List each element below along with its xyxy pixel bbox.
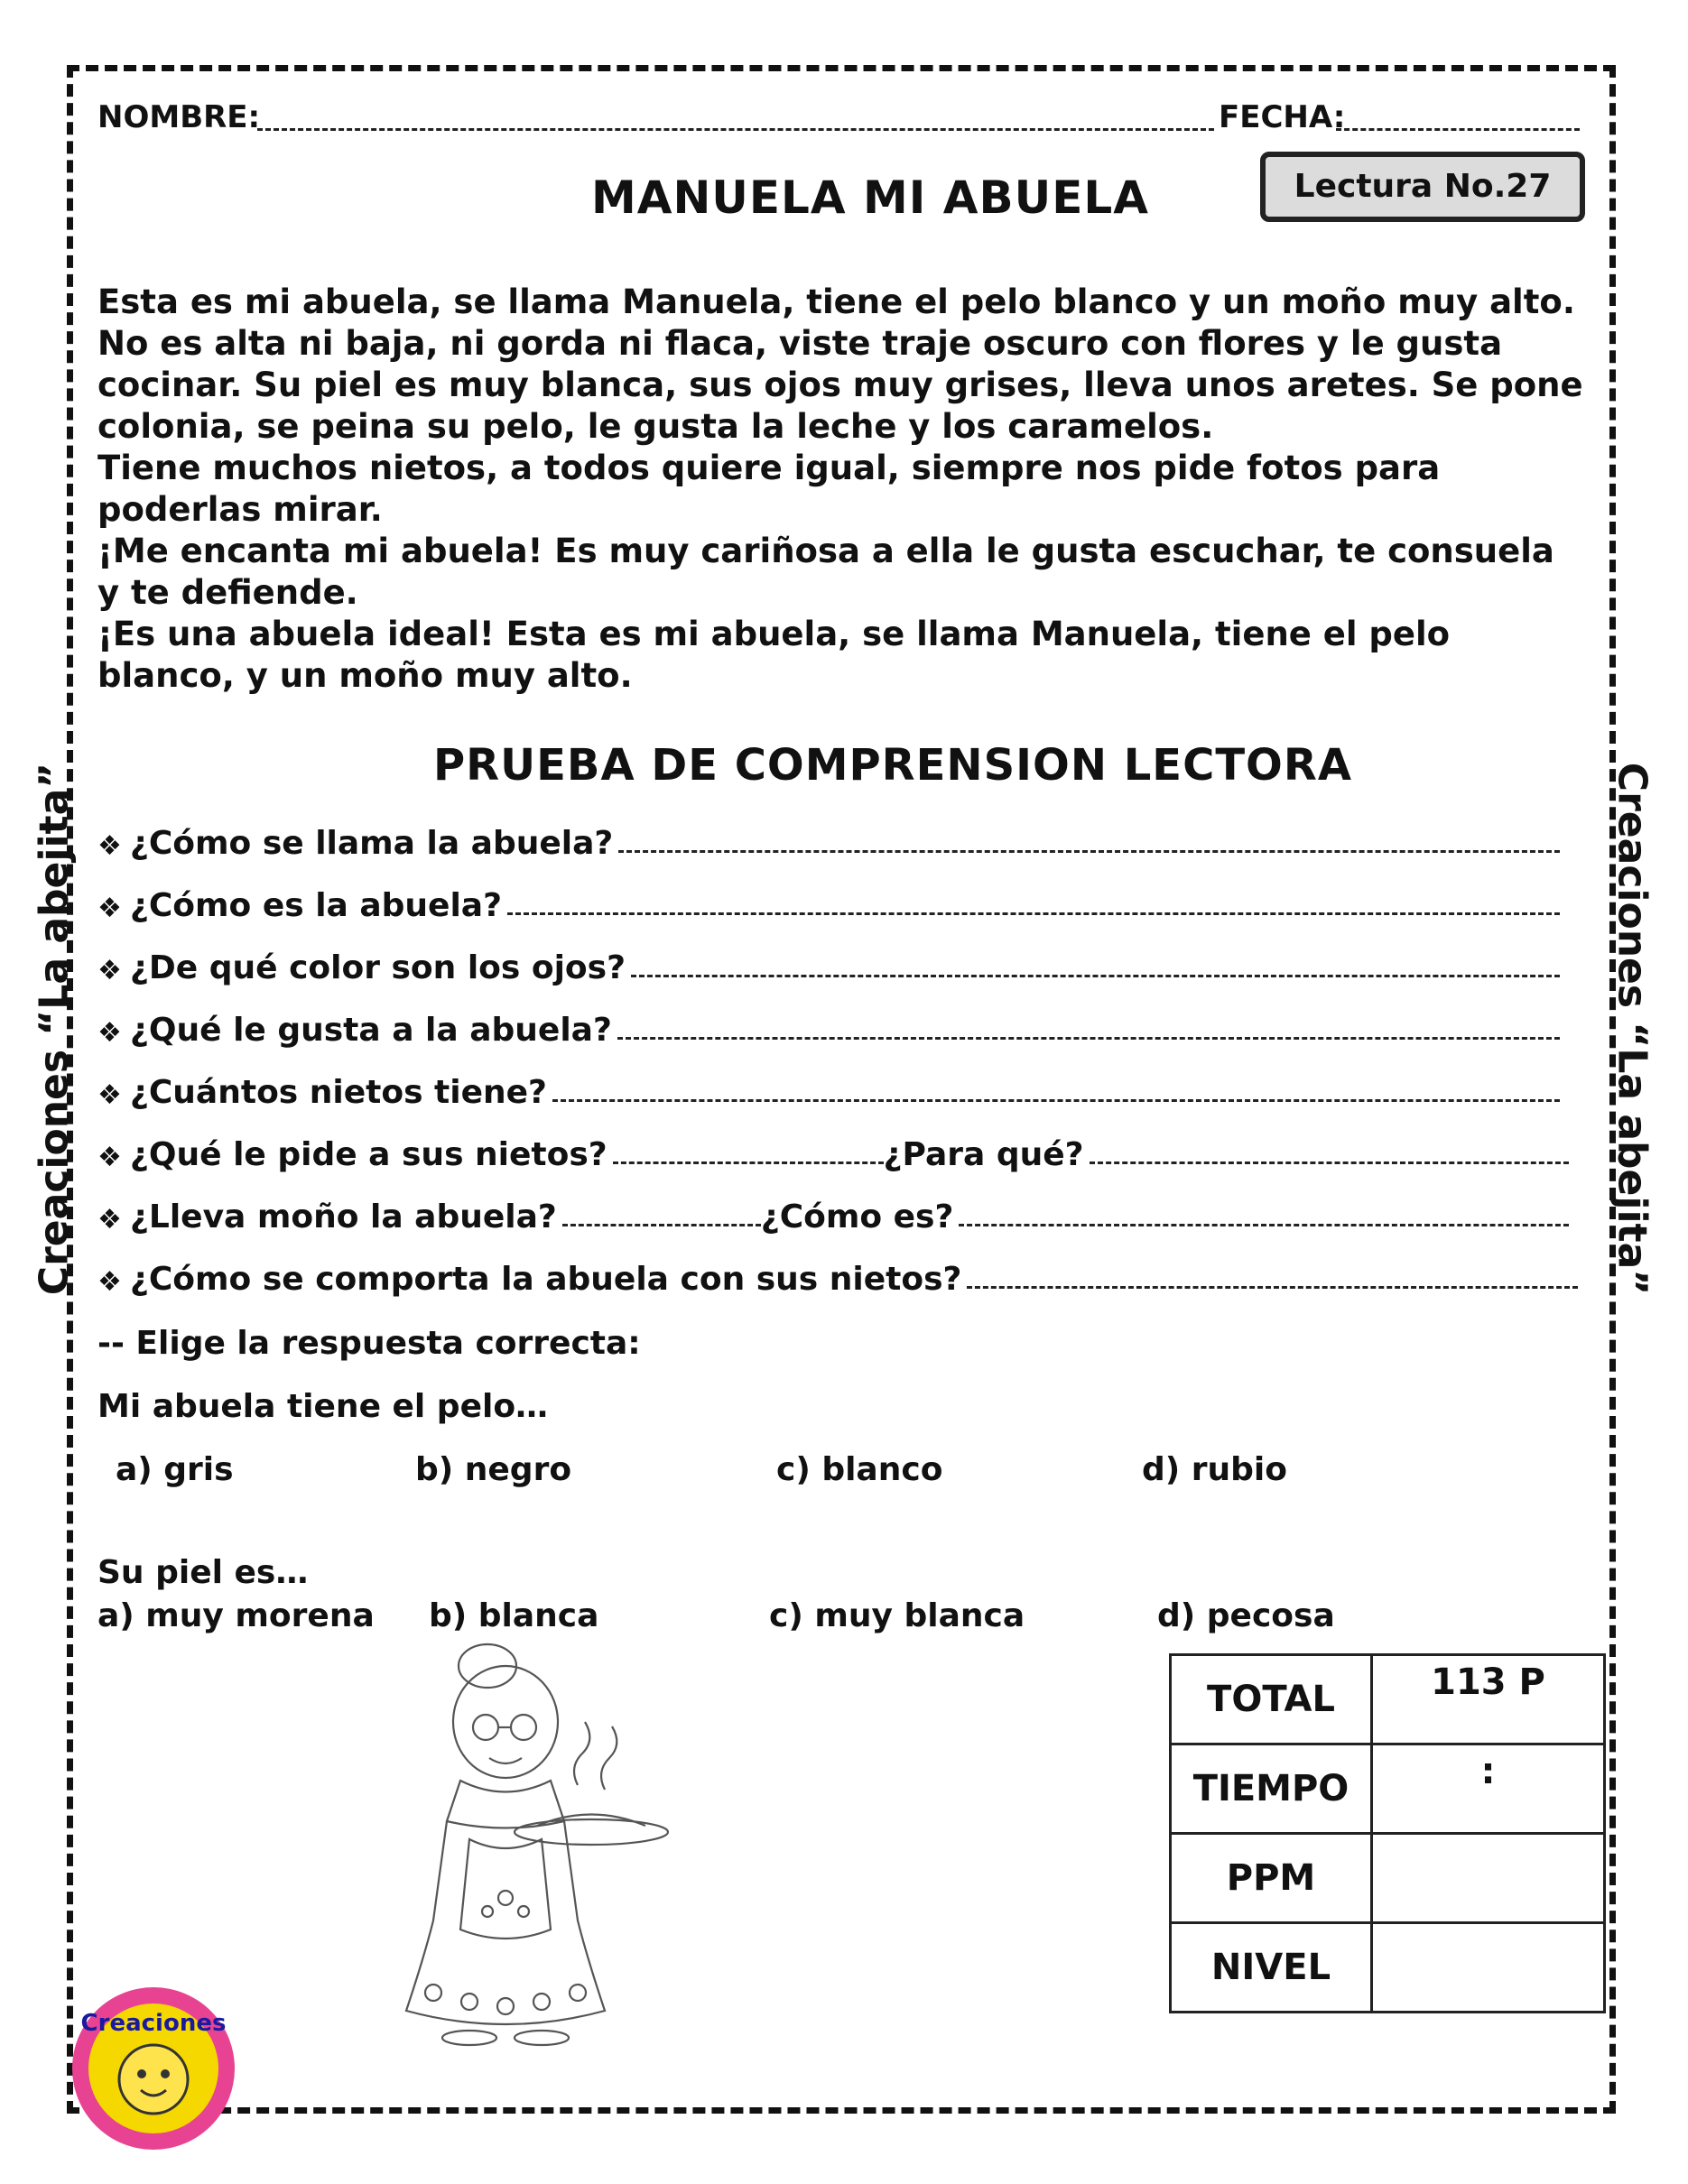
side-credit-right: Creaciones “La abejita” <box>1609 762 1656 1296</box>
diamond-bullet-icon: ❖ <box>97 893 122 924</box>
question-item <box>97 941 1578 986</box>
answer-line[interactable] <box>1090 1161 1569 1164</box>
option-d[interactable]: d) rubio <box>1142 1451 1287 1488</box>
nombre-field[interactable] <box>257 128 1214 131</box>
answer-line[interactable] <box>507 912 1560 915</box>
question-item <box>97 879 1578 924</box>
score-value[interactable]: : <box>1372 1744 1605 1834</box>
question-text: ¿De qué color son los ojos? <box>130 949 626 986</box>
score-label: TOTAL <box>1171 1655 1372 1744</box>
score-label: PPM <box>1171 1834 1372 1923</box>
score-table <box>1169 1653 1606 2013</box>
option-c[interactable]: c) blanco <box>776 1451 943 1488</box>
test-title: PRUEBA DE COMPRENSION LECTORA <box>433 740 1352 791</box>
score-row <box>1171 1923 1605 2013</box>
question-list <box>97 817 1578 1315</box>
score-row <box>1171 1744 1605 1834</box>
option-d[interactable]: d) pecosa <box>1157 1597 1335 1634</box>
answer-line[interactable] <box>617 1037 1560 1040</box>
question-item <box>97 1066 1578 1111</box>
answer-line[interactable] <box>959 1224 1569 1226</box>
lectura-number-badge: Lectura No.27 <box>1260 152 1585 222</box>
question-item <box>97 1004 1578 1049</box>
question-text: ¿Cómo es la abuela? <box>130 887 502 924</box>
diamond-bullet-icon: ❖ <box>97 830 122 862</box>
question-text-2: ¿Cómo es? <box>760 1198 954 1235</box>
answer-line[interactable] <box>562 1224 761 1226</box>
option-b[interactable]: b) negro <box>415 1451 572 1488</box>
question-text: ¿Lleva moño la abuela? <box>130 1198 557 1235</box>
question-item <box>97 1253 1578 1298</box>
answer-line[interactable] <box>613 1161 884 1164</box>
reading-title: MANUELA MI ABUELA <box>591 171 1149 224</box>
logo-text: Creaciones <box>80 2010 227 2037</box>
question-text: ¿Cuántos nietos tiene? <box>130 1074 547 1111</box>
choice-prompt-1: Mi abuela tiene el pelo… <box>97 1388 549 1425</box>
option-c[interactable]: c) muy blanca <box>769 1597 1025 1634</box>
diamond-bullet-icon: ❖ <box>97 1017 122 1049</box>
answer-line[interactable] <box>552 1099 1560 1102</box>
grandmother-illustration <box>370 1632 677 2047</box>
option-a[interactable]: a) muy morena <box>97 1597 375 1634</box>
question-item <box>97 817 1578 862</box>
diamond-bullet-icon: ❖ <box>97 955 122 986</box>
question-text: ¿Qué le pide a sus nietos? <box>130 1136 607 1173</box>
fecha-field[interactable] <box>1336 128 1580 131</box>
paragraph: Tiene muchos nietos, a todos quiere igual, siempre nos pide fotos para poderlas mirar. <box>97 449 1441 529</box>
fecha-label: FECHA: <box>1219 99 1346 135</box>
diamond-bullet-icon: ❖ <box>97 1142 122 1173</box>
paragraph: ¡Me encanta mi abuela! Es muy cariñosa a ella le gusta escuchar, te consuela y te defiende. <box>97 532 1554 612</box>
side-credit-left: Creaciones “La abejita” <box>31 762 78 1296</box>
question-text: ¿Qué le gusta a la abuela? <box>130 1012 612 1049</box>
answer-line[interactable] <box>618 850 1560 853</box>
nombre-label: NOMBRE: <box>97 99 261 135</box>
score-row <box>1171 1834 1605 1923</box>
question-text: ¿Cómo se llama la abuela? <box>130 825 614 862</box>
choice-prompt-2: Su piel es… <box>97 1554 309 1591</box>
diamond-bullet-icon: ❖ <box>97 1079 122 1111</box>
question-text: ¿Cómo se comporta la abuela con sus nietos? <box>130 1261 962 1298</box>
question-text-2: ¿Para qué? <box>883 1136 1084 1173</box>
score-value[interactable]: 113 P <box>1372 1655 1605 1744</box>
option-a[interactable]: a) gris <box>116 1451 234 1488</box>
reading-passage <box>97 282 1587 697</box>
diamond-bullet-icon: ❖ <box>97 1204 122 1235</box>
answer-line[interactable] <box>967 1286 1578 1289</box>
question-item <box>97 1128 1578 1173</box>
diamond-bullet-icon: ❖ <box>97 1266 122 1298</box>
paragraph: ¡Es una abuela ideal! Esta es mi abuela, se llama Manuela, tiene el pelo blanco, y un moño muy alto. <box>97 615 1451 695</box>
answer-line[interactable] <box>631 975 1560 977</box>
score-label: NIVEL <box>1171 1923 1372 2013</box>
option-b[interactable]: b) blanca <box>429 1597 599 1634</box>
paragraph: Esta es mi abuela, se llama Manuela, tiene el pelo blanco y un moño muy alto. No es alta ni baja, ni gorda ni flaca, viste traje oscuro con flores y le gusta cocinar. Su piel es muy blanca, sus ojos muy grises, lleva unos aretes. Se pone colonia, se peina su pelo, le gusta la leche y los caramelos. <box>97 282 1583 446</box>
score-value[interactable] <box>1372 1834 1605 1923</box>
bee-logo <box>63 1978 244 2159</box>
choose-instruction: -- Elige la respuesta correcta: <box>97 1325 641 1362</box>
score-row <box>1171 1655 1605 1744</box>
score-label: TIEMPO <box>1171 1744 1372 1834</box>
score-value[interactable] <box>1372 1923 1605 2013</box>
question-item <box>97 1190 1578 1235</box>
